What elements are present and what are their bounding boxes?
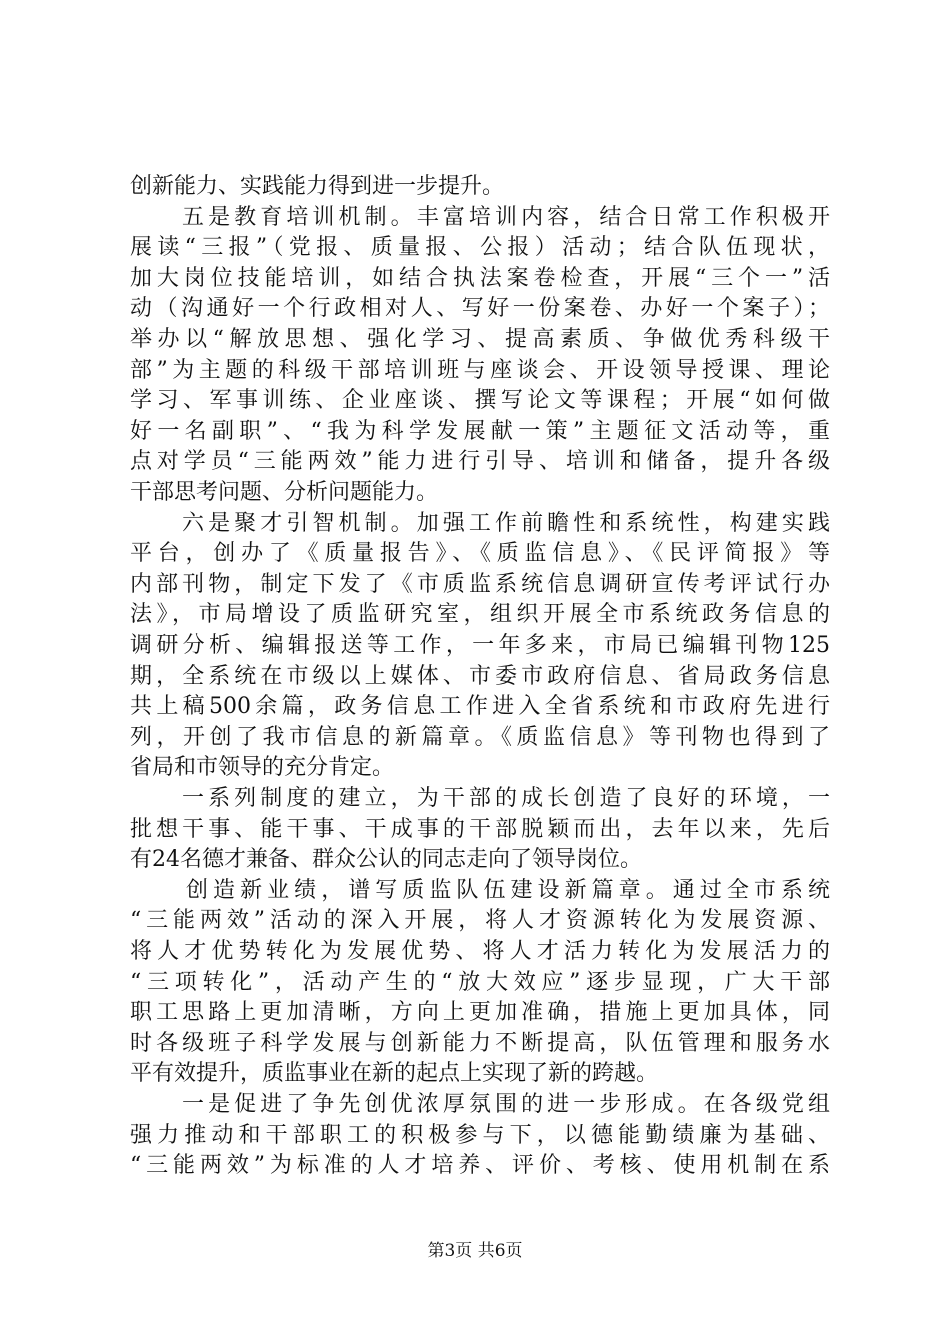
- paragraph-start: 一是促进了争先创优浓厚氛围的进一步形成。在各级党组: [182, 1092, 830, 1117]
- text-line: 将人才优势转化为发展优势、将人才活力转化为发展活力的: [130, 939, 830, 964]
- text-line: “三能两效”为标准的人才培养、评价、考核、使用机制在系: [130, 1153, 830, 1178]
- text-line: 调研分析、编辑报送等工作，一年多来，市局已编辑刊物125: [130, 633, 830, 658]
- text-line: 强力推动和干部职工的积极参与下，以德能勤绩廉为基础、: [130, 1123, 830, 1148]
- text-line: “三项转化”，活动产生的“放大效应”逐步显现，广大干部: [130, 970, 830, 995]
- text-line: 部”为主题的科级干部培训班与座谈会、开设领导授课、理论: [130, 358, 830, 383]
- text-line: 创新能力、实践能力得到进一步提升。: [130, 174, 505, 199]
- text-line: 内部刊物，制定下发了《市质监系统信息调研宣传考评试行办: [130, 572, 830, 597]
- text-line: 学习、军事训练、企业座谈、撰写论文等课程；开展“如何做: [130, 388, 830, 413]
- text-line: 动（沟通好一个行政相对人、写好一份案卷、办好一个案子）；: [130, 296, 830, 321]
- text-line: 共上稿500余篇，政务信息工作进入全省系统和市政府先进行: [130, 694, 830, 719]
- text-line: “三能两效”活动的深入开展，将人才资源转化为发展资源、: [130, 908, 830, 933]
- text-line: 好一名副职”、“我为科学发展献一策”主题征文活动等，重: [130, 419, 830, 444]
- paragraph-start: 六是聚才引智机制。加强工作前瞻性和系统性，构建实践: [182, 511, 830, 536]
- text-line: 展读“三报”（党报、质量报、公报）活动；结合队伍现状，: [130, 235, 830, 260]
- text-line: 法》，市局增设了质监研究室，组织开展全市系统政务信息的: [130, 602, 830, 627]
- text-line: 平有效提升，质监事业在新的起点上实现了新的跨越。: [130, 1061, 659, 1086]
- paragraph-start: 一系列制度的建立，为干部的成长创造了良好的环境，一: [182, 786, 830, 811]
- text-line: 举办以“解放思想、强化学习、提高素质、争做优秀科级干: [130, 327, 830, 352]
- paragraph-start: 创造新业绩，谱写质监队伍建设新篇章。通过全市系统: [186, 878, 830, 903]
- page-footer: 第3页 共6页: [427, 1241, 523, 1261]
- text-line: 省局和市领导的充分肯定。: [130, 755, 395, 780]
- text-line: 点对学员“三能两效”能力进行引导、培训和储备，提升各级: [130, 449, 830, 474]
- text-line: 期，全系统在市级以上媒体、市委市政府信息、省局政务信息: [130, 664, 830, 689]
- paragraph-start: 五是教育培训机制。丰富培训内容，结合日常工作积极开: [182, 205, 830, 230]
- text-line: 职工思路上更加清晰，方向上更加准确，措施上更加具体，同: [130, 1000, 830, 1025]
- text-line: 列，开创了我市信息的新篇章。《质监信息》等刊物也得到了: [130, 725, 830, 750]
- text-line: 有24名德才兼备、群众公认的同志走向了领导岗位。: [130, 847, 642, 872]
- text-line: 干部思考问题、分析问题能力。: [130, 480, 439, 505]
- text-line: 平台，创办了《质量报告》、《质监信息》、《民评简报》等: [130, 541, 830, 566]
- text-line: 加大岗位技能培训，如结合执法案卷检查，开展“三个一”活: [130, 266, 830, 291]
- text-line: 时各级班子科学发展与创新能力不断提高，队伍管理和服务水: [130, 1031, 830, 1056]
- text-line: 批想干事、能干事、干成事的干部脱颖而出，去年以来，先后: [130, 817, 830, 842]
